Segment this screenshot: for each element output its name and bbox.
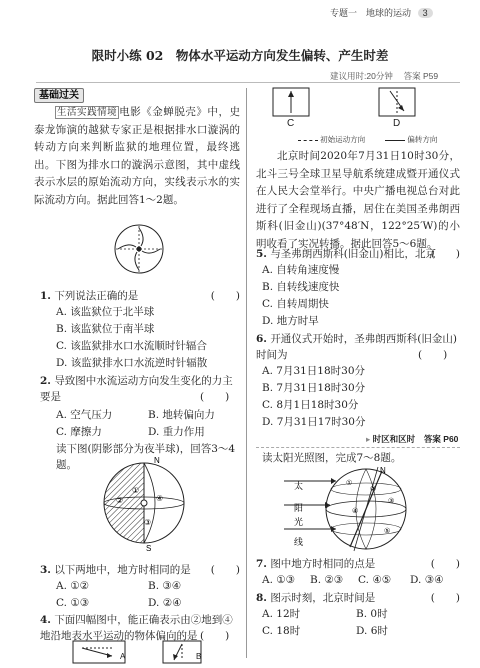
sun-char-2: 阳: [294, 503, 304, 513]
figure-c-label: C: [287, 118, 295, 129]
option-c[interactable]: C. 8月1日18时30分: [262, 399, 359, 411]
option-d[interactable]: D. 地方时早: [262, 315, 319, 327]
sun-point-1: ①: [346, 480, 353, 487]
legend-initial: 初始运动方向: [320, 135, 366, 144]
option-c[interactable]: C. 自转周期快: [262, 298, 329, 310]
answer-blank[interactable]: ( ): [210, 564, 240, 576]
option-d[interactable]: D. 6时: [356, 625, 388, 637]
question-stem: 开通仪式开始时，圣弗朗西斯科(旧金山)时间为: [256, 333, 458, 361]
option-d[interactable]: D. ②④: [148, 597, 182, 609]
option-a[interactable]: A. ①③: [262, 574, 296, 586]
title-divider: [36, 82, 460, 83]
option-d[interactable]: D. 该监狱排水口水流逆时针辐散: [56, 357, 208, 369]
q8-options: [262, 606, 452, 640]
drain-swirl-figure: [112, 222, 166, 276]
option-d[interactable]: D. ③④: [410, 574, 444, 586]
header-topic: 专题一: [330, 8, 358, 18]
sun-north-label: N: [380, 466, 386, 475]
option-b[interactable]: B. 0时: [356, 608, 388, 620]
meta-line: [330, 70, 470, 82]
option-b[interactable]: B. ②③: [310, 574, 344, 586]
south-label: S: [146, 544, 152, 553]
section-label: 基础过关: [34, 88, 84, 103]
point-1: ①: [132, 486, 140, 495]
night-hemisphere-globe: [94, 453, 194, 553]
option-a[interactable]: A. 自转角速度慢: [262, 264, 340, 276]
q3-options: [56, 578, 246, 612]
answer-blank[interactable]: ( ): [430, 558, 460, 570]
figure-c: [272, 87, 310, 117]
topic-answer: 答案 P60: [423, 434, 459, 444]
question-number: 6.: [256, 333, 267, 345]
option-c[interactable]: C. 该监狱排水口水流顺时针辐合: [56, 340, 207, 352]
question-stem: 以下两地中，地方时相同的是: [54, 564, 191, 576]
answer-blank[interactable]: ( ): [200, 391, 230, 403]
question-number: 8.: [256, 592, 267, 604]
option-a[interactable]: A. 该监狱位于北半球: [56, 306, 155, 318]
north-label: N: [154, 456, 160, 465]
question-number: 5.: [256, 248, 267, 260]
option-a[interactable]: A. 空气压力: [56, 409, 113, 421]
question-5: [256, 246, 460, 262]
point-4: ④: [156, 494, 164, 503]
question-stem: 导致图中水流运动方向发生变化的力主要是: [40, 375, 233, 403]
answer-ref: 答案 P59: [403, 71, 439, 81]
sun-point-3: ③: [388, 498, 395, 505]
option-c[interactable]: C. 摩擦力: [56, 426, 102, 438]
option-b[interactable]: B. 自转线速度快: [262, 281, 340, 293]
point-2: ②: [116, 496, 124, 505]
sun-char-3: 光: [294, 517, 304, 527]
question-3: [40, 562, 240, 578]
option-c[interactable]: C. 18时: [262, 625, 301, 637]
option-c[interactable]: C. ①③: [56, 597, 90, 609]
option-a[interactable]: A. 7月31日18时30分: [262, 365, 366, 377]
topic-divider: [256, 447, 460, 448]
column-divider: [246, 88, 247, 658]
answer-blank[interactable]: ( ): [418, 349, 448, 361]
option-b[interactable]: B. 地转偏向力: [148, 409, 215, 421]
topic-name: 时区和区时: [372, 434, 416, 444]
answer-blank[interactable]: ( ): [430, 592, 460, 604]
page-number: 3: [418, 8, 433, 18]
q2-options: [56, 407, 240, 441]
option-b[interactable]: B. ③④: [148, 580, 182, 592]
suggested-time: 建议用时:20分钟: [330, 71, 393, 81]
scenario-tag: 生活实践情境: [57, 107, 118, 118]
question-stem: 图中地方时相同的点是: [270, 558, 376, 570]
answer-blank[interactable]: ( ): [200, 630, 230, 642]
figure-a-label: A: [120, 652, 126, 661]
question-number: 7.: [256, 558, 267, 570]
legend: [298, 134, 437, 145]
q1-options: [56, 304, 236, 372]
figure-a: [72, 640, 126, 664]
figure-d-label: D: [393, 118, 401, 129]
question-stem: 图示时刻，北京时间是: [270, 592, 376, 604]
option-d[interactable]: D. 重力作用: [148, 426, 205, 438]
option-c[interactable]: C. ④⑤: [358, 574, 392, 586]
question-8: [256, 590, 460, 606]
sunlight-globe: [280, 463, 410, 555]
sun-point-4: ④: [352, 508, 359, 515]
intro-paragraph-1: [34, 104, 240, 209]
q7-options: [262, 572, 462, 589]
q5-options: [262, 262, 442, 330]
topic-tag: ▸ 时区和区时 答案 P60: [366, 434, 459, 444]
intro-paragraph-2: 读下图(阴影部分为夜半球)，回答3～4题。: [56, 443, 236, 471]
option-a[interactable]: A. 12时: [262, 608, 301, 620]
question-stem: 与圣弗朗西斯科(旧金山)相比，北京: [270, 248, 437, 260]
header-subject: 地球的运动: [366, 8, 412, 18]
sun-char-4: 线: [294, 537, 304, 547]
question-stem: 下列说法正确的是: [54, 290, 139, 302]
intro-paragraph-3: 北京时间2020年7月31日10时30分，北斗三号全球卫星导航系统建成暨开通仪式在人民大会堂举行。中央广播电视总台对此进行了全程现场直播，居住在美国圣弗朗西斯科(旧金山)(37°48′N，122°25′W)的小明收看了实况转播。据此回答5～6题。: [256, 150, 460, 250]
page-title: 限时小练 02 物体水平运动方向发生偏转、产生时差: [91, 48, 389, 63]
answer-blank[interactable]: ( ): [430, 248, 460, 260]
question-number: 4.: [40, 614, 51, 626]
point-3: ③: [144, 518, 152, 527]
figure-b-label: B: [196, 652, 202, 661]
sun-point-5: ⑤: [384, 528, 391, 535]
option-a[interactable]: A. ①②: [56, 580, 90, 592]
option-d[interactable]: D. 7月31日17时30分: [262, 416, 366, 428]
option-b[interactable]: B. 该监狱位于南半球: [56, 323, 155, 335]
figure-d: [378, 87, 416, 117]
question-number: 3.: [40, 564, 51, 576]
question-number: 1.: [40, 290, 51, 302]
sun-char-1: 太: [294, 481, 304, 491]
q6-options: [262, 363, 442, 431]
answer-blank[interactable]: ( ): [210, 290, 240, 302]
question-number: 2.: [40, 375, 51, 387]
intro-text: 电影《金蝉脱壳》中，史泰龙饰演的越狱专家正是根据排水口漩涡的转动方向来判断监狱的地理位置，最终逃出。下图为排水口的漩涡示意图，其中虚线表示水层的原始流动方向，实线表示水的实际流动方向。据此回答1～2题。: [34, 106, 240, 206]
question-1: [40, 288, 240, 304]
option-b[interactable]: B. 7月31日18时30分: [262, 382, 366, 394]
intro-paragraph-4: 读太阳光照图，完成7～8题。: [262, 452, 402, 464]
legend-deflect: 偏转方向: [407, 135, 438, 144]
question-7: [256, 556, 460, 572]
question-stem: 下面四幅图中，能正确表示由②地到④地沿地表水平运动的物体偏向的是: [40, 614, 233, 642]
sun-point-2: ②: [370, 486, 377, 493]
page-header: [330, 6, 470, 20]
